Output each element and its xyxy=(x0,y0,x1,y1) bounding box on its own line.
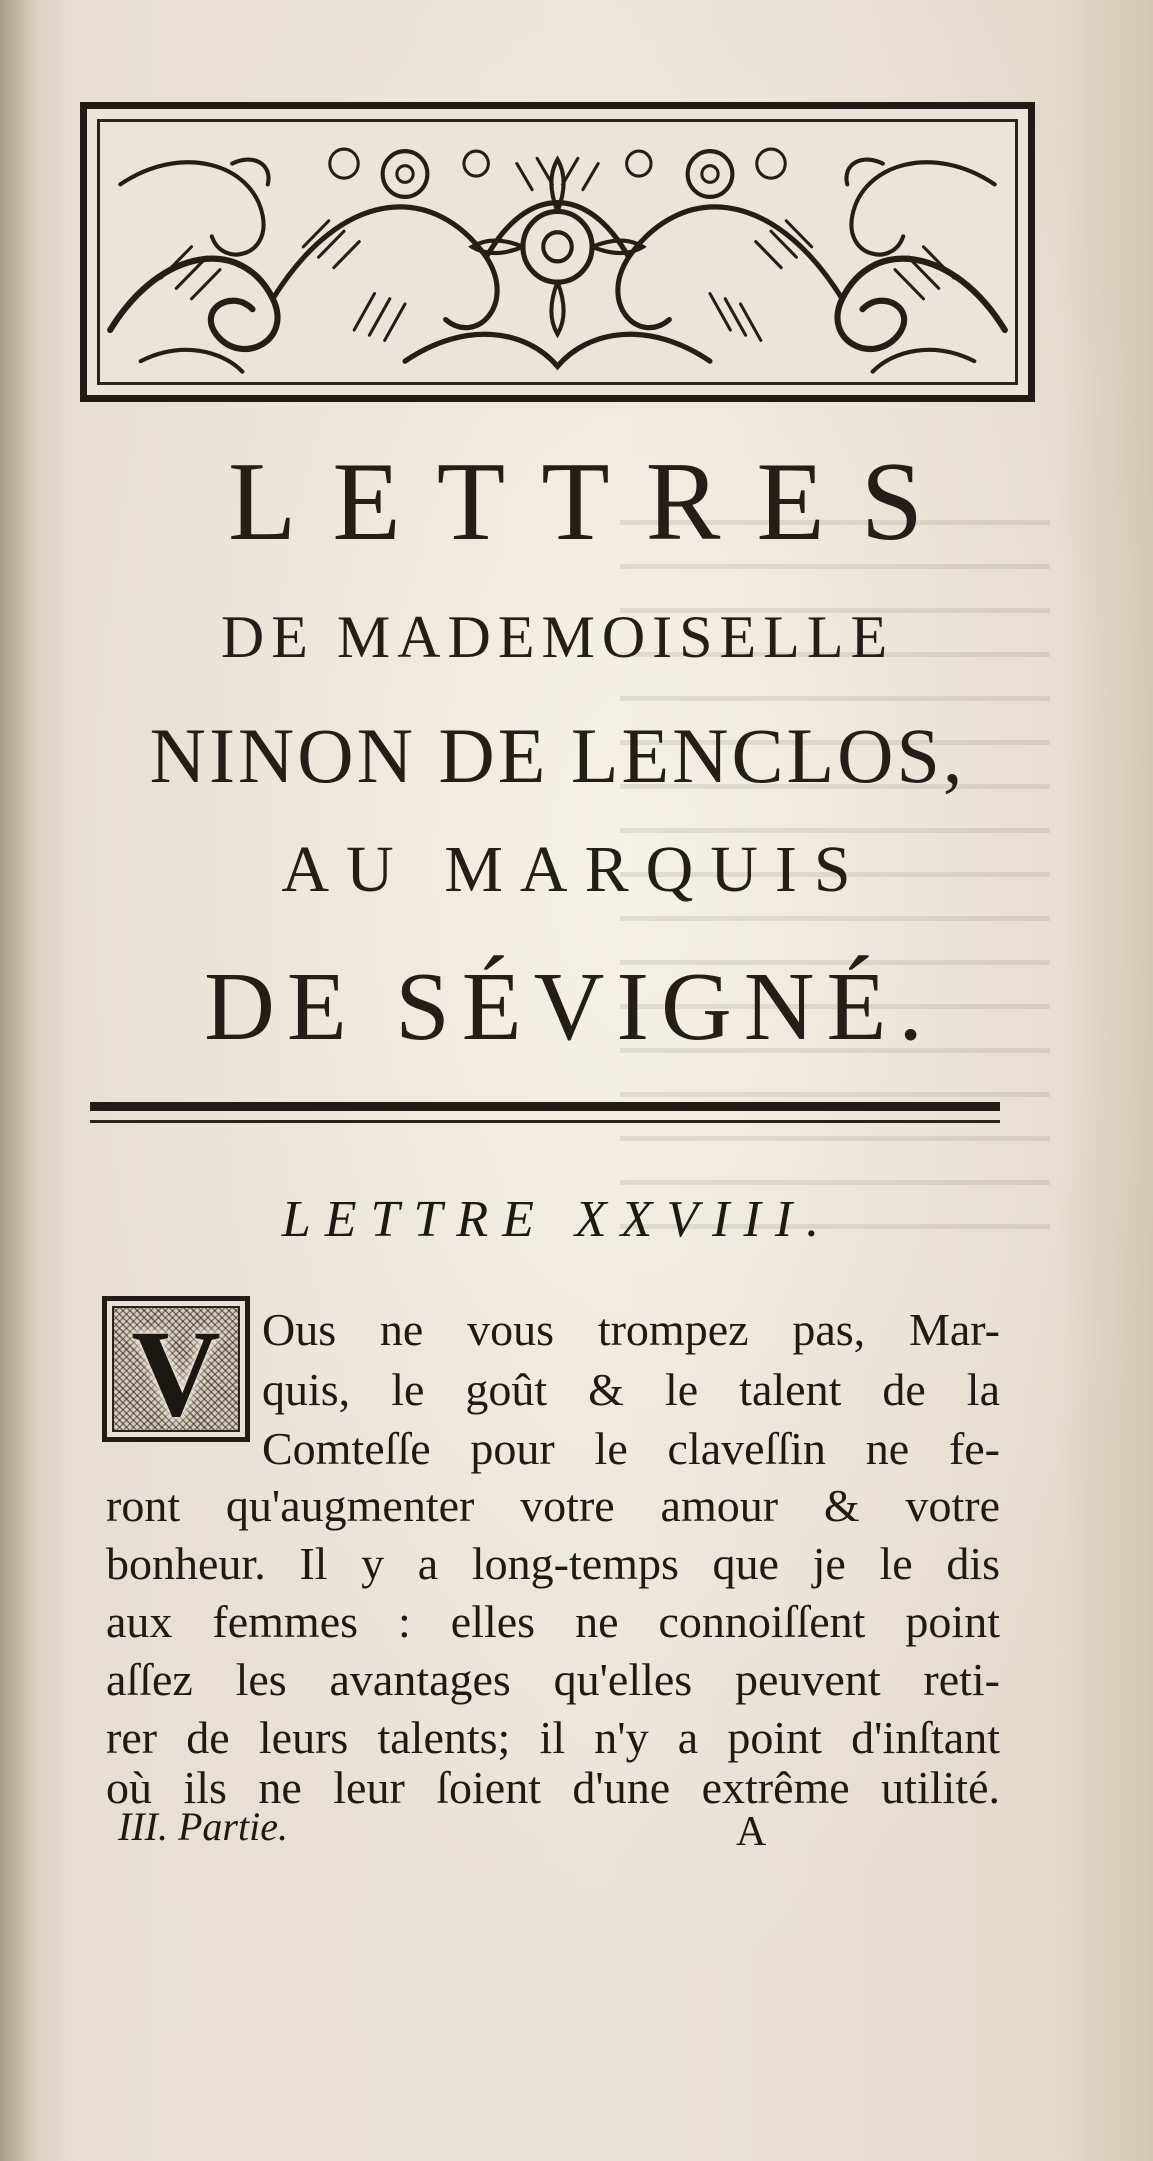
gathering-signature-mark: A xyxy=(736,1809,767,1855)
title-lettres: LETTRES xyxy=(227,440,960,564)
divider-rule-thin xyxy=(90,1120,1000,1123)
body-line: aſſez les avantages qu'elles peuvent reti- xyxy=(106,1654,1000,1705)
title-ninon-de-lenclos: NINON DE LENCLOS, xyxy=(149,712,966,799)
divider-rule-thick xyxy=(90,1102,1000,1111)
letter-heading: LETTRE XXVIII. xyxy=(281,1191,834,1248)
headpiece-frame xyxy=(97,119,1018,385)
body-line: Comteſſe pour le claveſſin ne fe- xyxy=(262,1423,1000,1474)
body-line: rer de leurs talents; il n'y a point d'inſtant xyxy=(106,1712,1000,1763)
drop-cap-frame xyxy=(112,1305,240,1442)
body-line: où ils ne leur ſoient d'une extrême utilité. xyxy=(106,1762,1000,1813)
body-line: Ous ne vous trompez pas, Mar- xyxy=(262,1304,1000,1355)
title-au-marquis: AU MARQUIS xyxy=(281,833,868,906)
body-line: quis, le goût & le talent de la xyxy=(262,1364,1000,1415)
body-line: aux femmes : elles ne connoiſſent point xyxy=(106,1596,1000,1647)
body-line: bonheur. Il y a long-temps que je le dis xyxy=(106,1538,1000,1589)
title-de-mademoiselle: DE MADEMOISELLE xyxy=(220,604,895,670)
body-line: ront qu'augmenter votre amour & votre xyxy=(106,1480,1000,1531)
drop-cap-letter: V xyxy=(131,1305,221,1442)
title-de-sevigne: DE SÉVIGNÉ. xyxy=(204,953,935,1061)
drop-cap xyxy=(102,1296,250,1442)
floral-ornament-icon xyxy=(100,122,1015,382)
gutter-shadow xyxy=(0,0,40,2161)
ornamental-headpiece xyxy=(80,102,1035,402)
volume-signature: III. Partie. xyxy=(118,1804,288,1849)
